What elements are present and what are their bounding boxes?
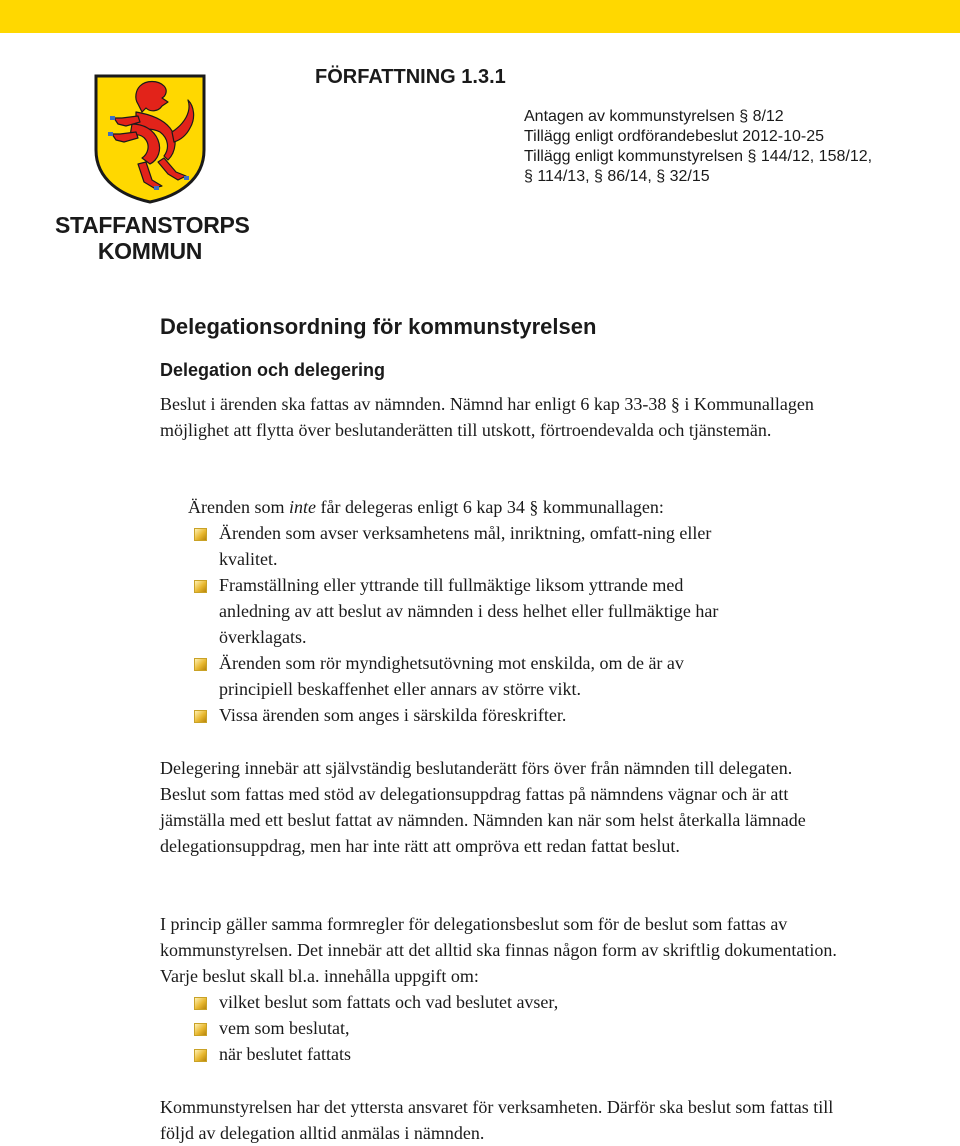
- non-delegable-list: [188, 520, 748, 728]
- list-item-text: Vissa ärenden som anges i särskilda föreskrifter.: [219, 705, 567, 725]
- adoption-line: Tillägg enligt kommunstyrelsen § 144/12, 158/12,: [524, 148, 873, 165]
- logo-text-line2: KOMMUN: [97, 238, 203, 264]
- decision-content-list: [188, 989, 788, 1067]
- adoption-line: Tillägg enligt ordförandebeslut 2012-10-25: [524, 128, 825, 145]
- bullet-icon: [194, 658, 207, 671]
- list-item-text: Ärenden som rör myndighetsutövning mot enskilda, om de är av principiell beskaffenhet eller annars av större vikt.: [219, 653, 684, 699]
- paragraph-delegation-meaning: Delegering innebär att självständig beslutanderätt förs över från nämnden till delegaten. Beslut som fattas med stöd av delegationsuppdrag fattas på nämndens vägnar och är att jämställa med ett beslut fattat av nämnden. Nämnden kan när som helst återkalla lämnade delegationsuppdrag, men har inte rätt att ompröva ett redan fattat beslut.: [160, 758, 806, 856]
- paragraph-delegation-intro: Beslut i ärenden ska fattas av nämnden. Nämnd har enligt 6 kap 33-38 § i Kommunallagen möjlighet att flytta över beslutanderätten till utskott, förtroendevalda och tjänstemän.: [160, 394, 814, 440]
- page-title: Delegationsordning för kommunstyrelsen: [160, 314, 597, 339]
- list-item: [188, 989, 788, 1015]
- list-item-text: Ärenden som avser verksamhetens mål, inriktning, omfatt-ning eller kvalitet.: [219, 523, 712, 569]
- list-item-text: när beslutet fattats: [219, 1044, 351, 1064]
- intro-text-before: Ärenden som: [188, 497, 289, 517]
- paragraph-responsibility: Kommunstyrelsen har det yttersta ansvaret för verksamheten. Därför ska beslut som fattas till följd av delegation alltid anmälas i nämnden.: [160, 1097, 834, 1143]
- list-item: [188, 1041, 788, 1067]
- paragraph-form-rules: I princip gäller samma formregler för delegationsbeslut som för de beslut som fattas av kommunstyrelsen. Det innebär att det alltid ska finnas någon form av skriftlig dokumentation. Varje beslut skall bl.a. innehålla uppgift om:: [160, 914, 837, 986]
- bullet-icon: [194, 710, 207, 723]
- bullet-icon: [194, 528, 207, 541]
- coat-of-arms-icon: [92, 72, 208, 204]
- section-subtitle: Delegation och delegering: [160, 360, 386, 380]
- list-item-text: vem som beslutat,: [219, 1018, 350, 1038]
- intro-text-after: får delegeras enligt 6 kap 34 § kommunallagen:: [315, 497, 664, 517]
- adoption-line: Antagen av kommunstyrelsen § 8/12: [524, 108, 784, 125]
- bullet-icon: [194, 997, 207, 1010]
- intro-emphasis: inte: [288, 497, 316, 517]
- list-item: [188, 1015, 788, 1041]
- list-item: [188, 702, 748, 728]
- list-item: [188, 520, 748, 572]
- adoption-line: § 114/13, § 86/14, § 32/15: [524, 168, 710, 185]
- municipality-logo: [55, 72, 250, 264]
- bullet-icon: [194, 1023, 207, 1036]
- adoption-info: [524, 107, 872, 187]
- document-id: FÖRFATTNING 1.3.1: [315, 66, 506, 88]
- bullet-icon: [194, 580, 207, 593]
- list-item-text: vilket beslut som fattats och vad beslutet avser,: [219, 992, 559, 1012]
- list-item-text: Framställning eller yttrande till fullmäktige liksom yttrande med anledning av att beslut av nämnden i dess helhet eller fullmäktige har överklagats.: [219, 575, 719, 647]
- list-item: [188, 572, 748, 650]
- logo-text-line1: STAFFANSTORPS: [55, 212, 250, 238]
- bullet-icon: [194, 1049, 207, 1062]
- top-color-bar: [0, 0, 960, 33]
- non-delegable-intro: [188, 494, 828, 520]
- list-item: [188, 650, 748, 702]
